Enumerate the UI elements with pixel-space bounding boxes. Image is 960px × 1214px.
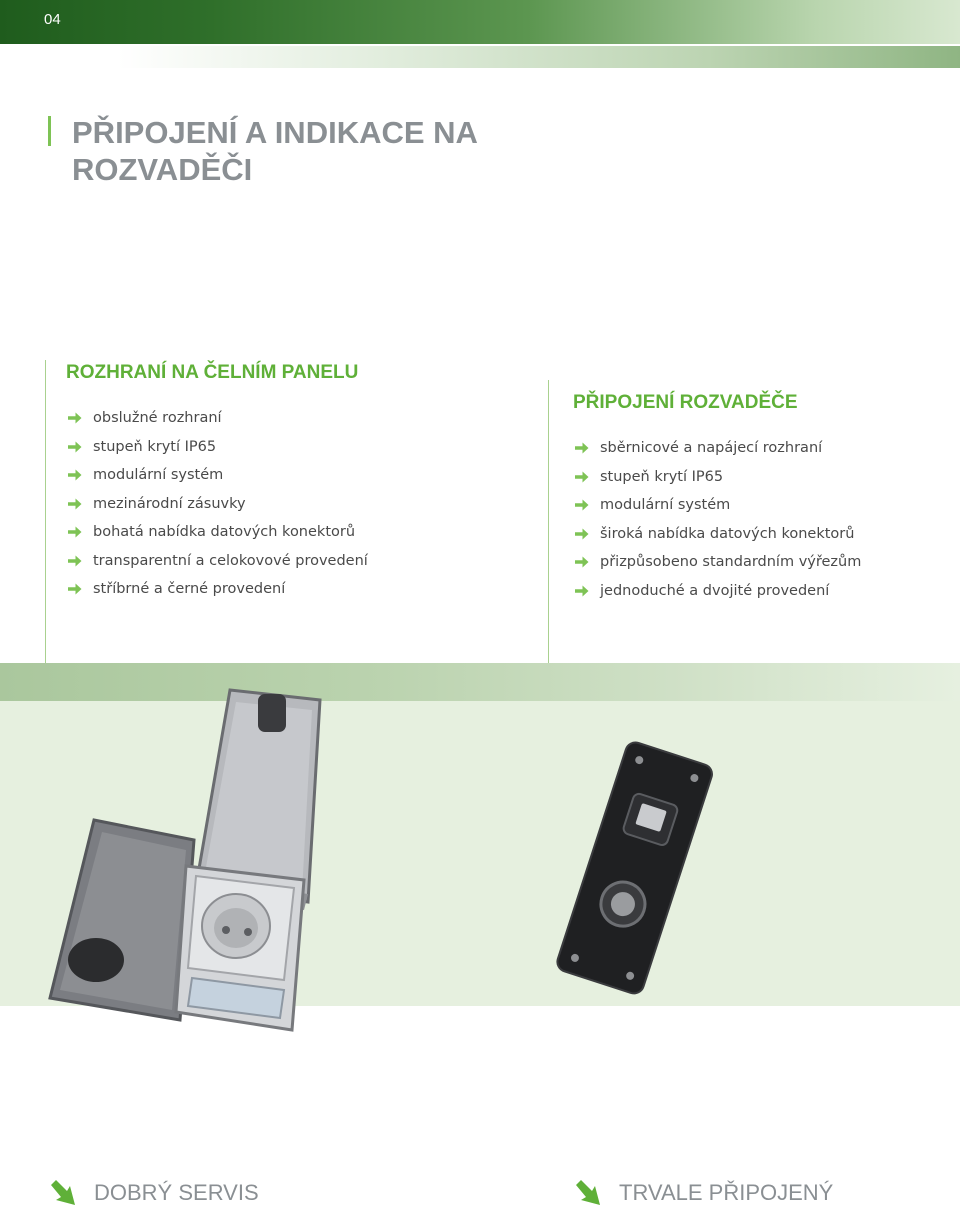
right-arrow-icon [573,527,590,541]
list-item: přizpůsobeno standardním výřezům [573,548,861,577]
footer-permanently-connected [573,1178,833,1208]
right-arrow-icon [573,555,590,569]
list-item: bohatá nabídka datových konektorů [66,518,368,547]
right-arrow-icon [573,470,590,484]
list-item: stříbrné a černé provedení [66,575,368,604]
title-accent-bar [48,116,51,146]
list-item: modulární systém [66,461,368,490]
right-arrow-icon [66,440,83,454]
list-item: sběrnicové a napájecí rozhraní [573,434,861,463]
footer-label: DOBRÝ SERVIS [94,1180,259,1205]
left-feature-list [66,404,368,604]
panel-connector-image [550,740,720,995]
left-divider-line [45,360,46,665]
list-item: transparentní a celokovové provedení [66,547,368,576]
footer-label: TRVALE PŘIPOJENÝ [619,1180,834,1205]
right-arrow-icon [66,411,83,425]
right-arrow-icon [66,468,83,482]
right-arrow-icon [66,525,83,539]
front-panel-socket-image [46,680,381,1050]
list-item: jednoduché a dvojité provedení [573,577,861,606]
list-item: modulární systém [573,491,861,520]
page-title: PŘIPOJENÍ A INDIKACE NA ROZVADĚČI [72,115,477,187]
right-arrow-icon [66,554,83,568]
list-item: stupeň krytí IP65 [573,463,861,492]
header-bar [0,0,960,44]
right-section-heading: PŘIPOJENÍ ROZVADĚČE [573,392,798,413]
right-arrow-icon [573,498,590,512]
list-item: široká nabídka datových konektorů [573,520,861,549]
right-arrow-icon [66,582,83,596]
right-arrow-icon [573,441,590,455]
header-gradient-strip [118,46,960,68]
diagonal-arrow-icon [48,1178,78,1208]
right-arrow-icon [573,584,590,598]
right-feature-list [573,434,861,605]
left-section-heading: ROZHRANÍ NA ČELNÍM PANELU [66,362,359,383]
page-number: 04 [44,11,61,28]
right-arrow-icon [66,497,83,511]
footer-good-service [48,1178,259,1208]
list-item: obslužné rozhraní [66,404,368,433]
list-item: mezinárodní zásuvky [66,490,368,519]
diagonal-arrow-icon [573,1178,603,1208]
list-item: stupeň krytí IP65 [66,433,368,462]
